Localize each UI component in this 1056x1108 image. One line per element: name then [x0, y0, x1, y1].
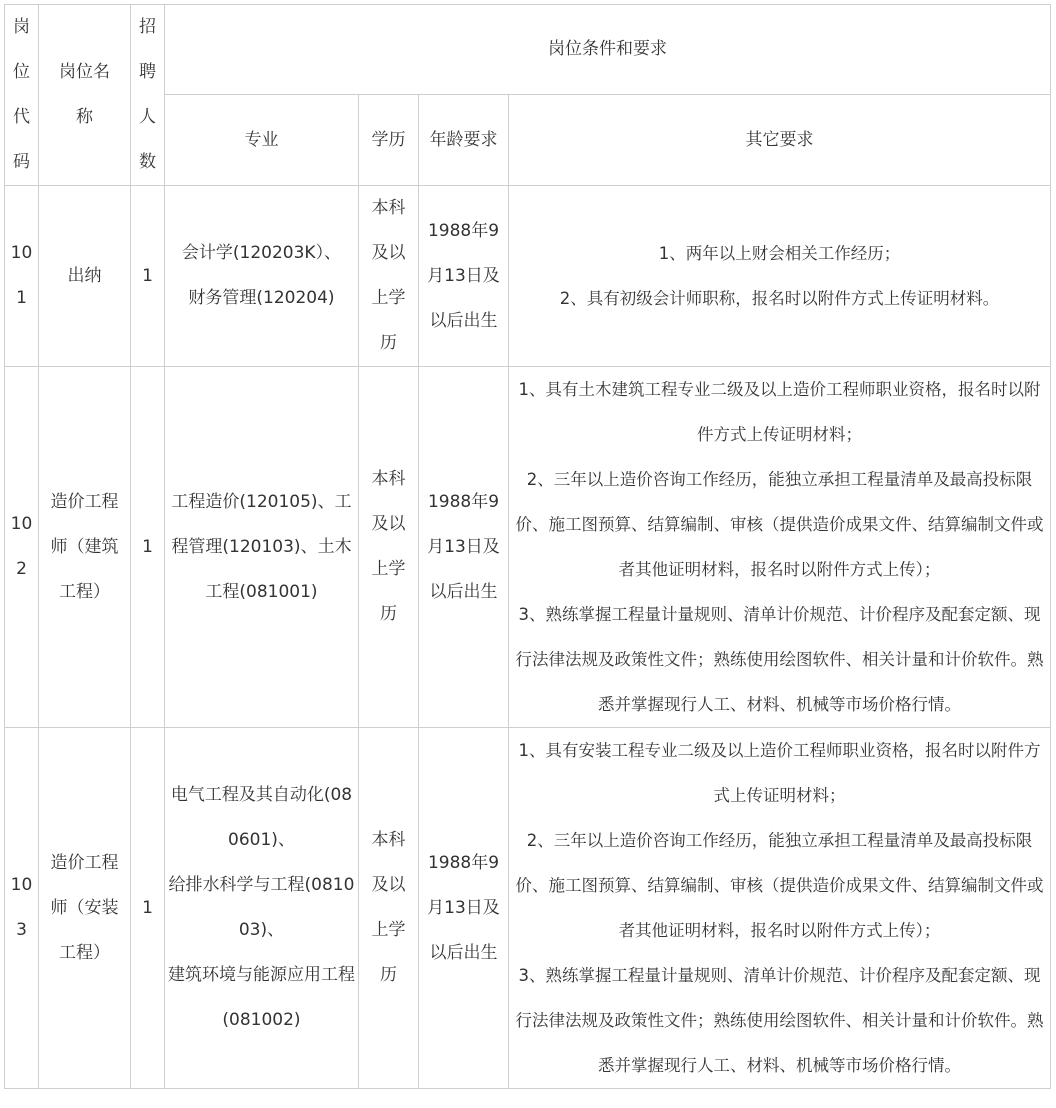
header-other: 其它要求	[509, 95, 1051, 186]
header-age: 年龄要求	[419, 95, 509, 186]
requirement-item: 2、具有初级会计师职称，报名时以附件方式上传证明材料。	[559, 289, 1000, 308]
cell-code: 103	[5, 728, 39, 1089]
major-line: 给排水科学与工程(081003)、	[168, 875, 355, 940]
cell-code: 101	[5, 186, 39, 367]
major-line: 会计学(120203K）、	[181, 243, 342, 263]
header-position-name: 岗位名称	[39, 5, 131, 186]
header-conditions: 岗位条件和要求	[165, 5, 1051, 95]
cell-count: 1	[131, 186, 165, 367]
cell-major	[165, 728, 359, 1089]
header-row-top	[5, 5, 1051, 95]
cell-major	[165, 367, 359, 728]
requirement-item: 1、具有土木建筑工程专业二级及以上造价工程师职业资格，报名时以附件方式上传证明材料；	[518, 380, 1041, 444]
cell-name: 造价工程师（安装工程）	[39, 728, 131, 1089]
table-row	[5, 728, 1051, 1089]
table-row	[5, 186, 1051, 367]
major-line: 财务管理(120204)	[188, 288, 335, 308]
header-hiring-count: 招聘人数	[131, 5, 165, 186]
cell-major	[165, 186, 359, 367]
cell-other	[509, 367, 1051, 728]
cell-education: 本科及以上学历	[359, 367, 419, 728]
header-education: 学历	[359, 95, 419, 186]
table-row	[5, 367, 1051, 728]
requirement-item: 2、三年以上造价咨询工作经历，能独立承担工程量清单及最高投标限价、施工图预算、结算编制、审核（提供造价成果文件、结算编制文件或者其他证明材料，报名时以附件方式上传）；	[515, 470, 1044, 579]
major-line: 建筑环境与能源应用工程(081002)	[168, 965, 355, 1030]
cell-education: 本科及以上学历	[359, 186, 419, 367]
cell-education: 本科及以上学历	[359, 728, 419, 1089]
requirement-item: 3、熟练掌握工程量计量规则、清单计价规范、计价程序及配套定额、现行法律法规及政策性文件；熟练使用绘图软件、相关计量和计价软件。熟悉并掌握现行人工、材料、机械等市场价格行情。	[515, 605, 1044, 714]
cell-other	[509, 186, 1051, 367]
job-requirements-table	[4, 4, 1051, 1089]
cell-count: 1	[131, 728, 165, 1089]
cell-name: 出纳	[39, 186, 131, 367]
cell-age: 1988年9月13日及以后出生	[419, 186, 509, 367]
cell-code: 102	[5, 367, 39, 728]
cell-age: 1988年9月13日及以后出生	[419, 728, 509, 1089]
requirement-item: 3、熟练掌握工程量计量规则、清单计价规范、计价程序及配套定额、现行法律法规及政策性文件；熟练使用绘图软件、相关计量和计价软件。熟悉并掌握现行人工、材料、机械等市场价格行情。	[515, 966, 1044, 1075]
cell-count: 1	[131, 367, 165, 728]
requirement-item: 1、两年以上财会相关工作经历；	[658, 244, 901, 263]
major-line: 电气工程及其自动化(080601)、	[170, 785, 353, 850]
requirement-item: 1、具有安装工程专业二级及以上造价工程师职业资格，报名时以附件方式上传证明材料；	[518, 741, 1041, 805]
cell-other	[509, 728, 1051, 1089]
header-major: 专业	[165, 95, 359, 186]
requirement-item: 2、三年以上造价咨询工作经历，能独立承担工程量清单及最高投标限价、施工图预算、结算编制、审核（提供造价成果文件、结算编制文件或者其他证明材料，报名时以附件方式上传）；	[515, 831, 1044, 940]
major-line: 工程造价(120105)、工程管理(120103)、土木工程(081001)	[171, 491, 352, 602]
cell-age: 1988年9月13日及以后出生	[419, 367, 509, 728]
header-position-code: 岗位代码	[5, 5, 39, 186]
cell-name: 造价工程师（建筑工程）	[39, 367, 131, 728]
